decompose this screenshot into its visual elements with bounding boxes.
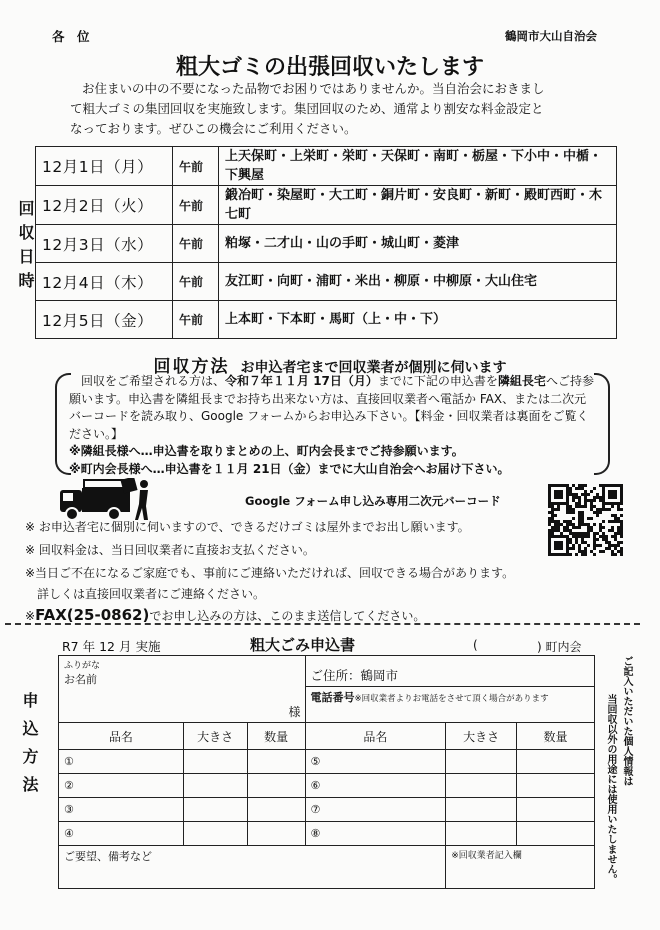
note-item: ※当日ご不在になるご家庭でも、事前にご連絡いただければ、回収できる場合があります。 — [25, 566, 515, 580]
item-qty-field[interactable] — [247, 798, 305, 822]
column-header: 数量 — [247, 723, 305, 750]
item-name-field[interactable]: ⑥ — [305, 774, 446, 798]
district-open: ( — [473, 638, 478, 652]
column-header: 品名 — [305, 723, 446, 750]
name-field[interactable]: ふりがな お名前 様 — [59, 656, 306, 723]
schedule-time: 午前 — [173, 263, 219, 301]
form-side-label: 申込方法 — [20, 692, 39, 804]
qr-code[interactable] — [548, 484, 623, 556]
form-period: R7 年 12 月 実施 — [62, 639, 161, 654]
page-title: 粗大ゴミの出張回収いたします — [175, 55, 484, 80]
remarks-field[interactable]: ご要望、備考など — [59, 846, 446, 889]
schedule-date: 12月2日（火） — [36, 186, 173, 225]
item-qty-field[interactable] — [517, 774, 595, 798]
notes — [25, 516, 514, 627]
method-title: 回収方法 — [153, 357, 230, 377]
fax-note: ※FAX(25-0862)でお申し込みの方は、このまま送信してください。 — [25, 606, 426, 624]
column-header: 大きさ — [446, 723, 517, 750]
schedule-areas: 上天保町・上栄町・栄町・天保町・南町・栃屋・下小中・中楯・下興屋 — [219, 147, 617, 186]
item-size-field[interactable] — [183, 798, 247, 822]
schedule-time: 午前 — [173, 301, 219, 339]
item-row — [59, 750, 595, 774]
collector-field: ※回収業者記入欄 — [446, 846, 595, 889]
item-qty-field[interactable] — [517, 822, 595, 846]
method-subtitle: お申込者宅まで回収業者が個別に伺います — [240, 360, 507, 376]
item-qty-field[interactable] — [517, 750, 595, 774]
form-title: 粗大ごみ申込書 — [250, 636, 356, 654]
schedule-date: 12月1日（月） — [36, 147, 173, 186]
item-size-field[interactable] — [446, 822, 517, 846]
schedule-areas: 粕塚・二才山・山の手町・城山町・菱津 — [219, 225, 617, 263]
method-paragraph: 回収をご希望される方は、令和７年１１月 17日（月）までに下記の申込書を隣組長宅へご持参願います。申込書を隣組長までお持ち出来ない方は、直接回収業者へ電話か FAX、または二次元バーコードを読み取り、Google フォームからお申込み下さい。【料金・回収業者は裏面をご覧ください。】 — [69, 374, 594, 441]
schedule-row — [36, 301, 617, 339]
address-field[interactable]: ご住所：鶴岡市 — [305, 656, 594, 687]
privacy-note-2: 当回収以外の用途には使用いたしません。 — [605, 694, 616, 884]
note-item: ※ お申込者宅に個別に伺いますので、できるだけゴミは屋外までお出し願います。 — [25, 520, 470, 534]
intro-line: なっております。ぜひこの機会にご利用ください。 — [70, 121, 357, 136]
intro-line: て粗大ゴミの集団回収を実施致します。集団回収のため、通常より割安な料金設定と — [70, 101, 544, 116]
schedule-date: 12月5日（金） — [36, 301, 173, 339]
column-header: 数量 — [517, 723, 595, 750]
item-qty-field[interactable] — [247, 750, 305, 774]
schedule-time: 午前 — [173, 186, 219, 225]
schedule-areas: 友江町・向町・浦町・米出・柳原・中柳原・大山住宅 — [219, 263, 617, 301]
method-box — [55, 373, 610, 476]
item-size-field[interactable] — [183, 822, 247, 846]
item-row — [59, 822, 595, 846]
item-size-field[interactable] — [183, 750, 247, 774]
schedule-row — [36, 225, 617, 263]
item-qty-field[interactable] — [517, 798, 595, 822]
application-form — [58, 655, 595, 889]
item-qty-field[interactable] — [247, 822, 305, 846]
schedule-table — [35, 146, 617, 339]
schedule-areas: 鍛冶町・染屋町・大工町・銅片町・安良町・新町・殿町西町・木七町 — [219, 186, 617, 225]
schedule-time: 午前 — [173, 147, 219, 186]
column-header: 品名 — [59, 723, 184, 750]
note-item: 詳しくは直接回収業者にご連絡ください。 — [37, 587, 266, 601]
item-name-field[interactable]: ② — [59, 774, 184, 798]
sender: 鶴岡市大山自治会 — [505, 29, 597, 43]
phone-field[interactable]: 電話番号※回収業者よりお電話をさせて頂く場合があります — [305, 687, 594, 723]
intro-line: お住まいの中の不要になった品物でお困りではありませんか。当自治会におきまし — [82, 81, 545, 96]
schedule-areas: 上本町・下本町・馬町（上・中・下） — [219, 301, 617, 339]
schedule-row — [36, 263, 617, 301]
note-chair: ※町内会長様へ…申込書を１１月 21日（金）までに大山自治会へお届け下さい。 — [69, 461, 510, 476]
item-size-field[interactable] — [446, 798, 517, 822]
item-qty-field[interactable] — [247, 774, 305, 798]
item-name-field[interactable]: ⑧ — [305, 822, 446, 846]
item-row — [59, 798, 595, 822]
schedule-row — [36, 147, 617, 186]
item-name-field[interactable]: ⑦ — [305, 798, 446, 822]
item-name-field[interactable]: ③ — [59, 798, 184, 822]
item-size-field[interactable] — [446, 750, 517, 774]
intro-text — [70, 79, 590, 139]
item-size-field[interactable] — [446, 774, 517, 798]
privacy-note-1: ご記入いただいた個人情報は — [621, 656, 632, 786]
item-name-field[interactable]: ⑤ — [305, 750, 446, 774]
item-row — [59, 774, 595, 798]
schedule-date: 12月4日（木） — [36, 263, 173, 301]
schedule-time: 午前 — [173, 225, 219, 263]
item-name-field[interactable]: ④ — [59, 822, 184, 846]
item-size-field[interactable] — [183, 774, 247, 798]
schedule-date: 12月3日（水） — [36, 225, 173, 263]
item-name-field[interactable]: ① — [59, 750, 184, 774]
addressee: 各 位 — [52, 29, 90, 44]
schedule-row — [36, 186, 617, 225]
district-close: ) 町内会 — [537, 640, 582, 654]
cut-line — [5, 623, 640, 625]
column-header: 大きさ — [183, 723, 247, 750]
schedule-side-label: 回収日時 — [16, 200, 35, 296]
note-leader: ※隣組長様へ…申込書を取りまとめの上、町内会長までご持参願います。 — [69, 444, 464, 458]
note-item: ※ 回収料金は、当日回収業者に直接お支払ください。 — [25, 543, 315, 557]
qr-label: Google フォーム申し込み専用二次元バーコード — [245, 494, 501, 508]
